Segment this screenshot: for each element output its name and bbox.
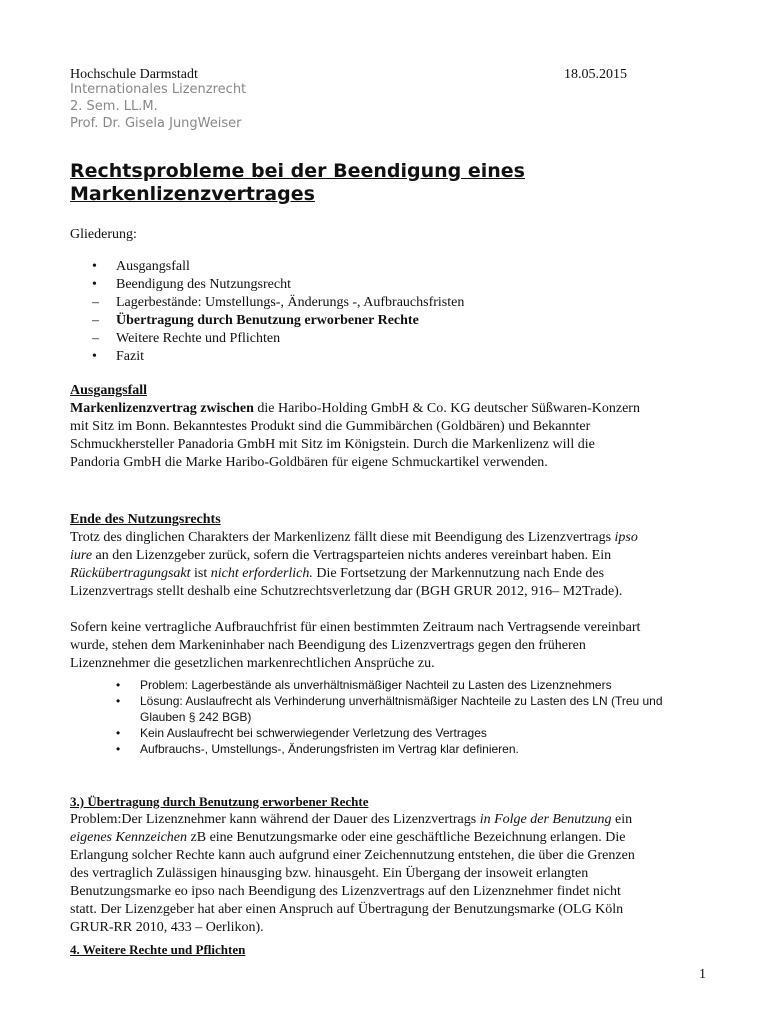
paragraph-line: Lizenzvertrags stellt deshalb eine Schutzrechtsverletzung dar (BGH GRUR 2012, 916– M2Trade).	[70, 584, 623, 599]
outline-item-text: Beendigung des Nutzungsrecht	[116, 277, 291, 292]
paragraph-line: Lizenznehmer die gesetzlichen markenrechtlichen Ansprüche zu.	[70, 656, 435, 671]
section-ausgangsfall	[70, 382, 710, 472]
section-4-heading: 4. Weitere Rechte und Pflichten	[70, 942, 246, 957]
section-heading: 3.) Übertragung durch Benutzung erworbener Rechte	[70, 794, 369, 809]
outline-item-text: Lagerbestände: Umstellungs-, Änderungs -, Aufbrauchsfristen	[116, 295, 465, 310]
paragraph-line: statt. Der Lizenzgeber hat aber einen Anspruch auf Übertragung der Benutzungsmarke (OLG Köln	[70, 902, 624, 917]
page-title	[70, 160, 670, 206]
paragraph-line: Pandoria GmbH die Marke Haribo-Goldbären für eigene Schmuckartikel verwenden.	[70, 455, 548, 470]
bold-lead: Markenlizenzvertrag zwischen	[70, 401, 254, 416]
paragraph-line: eigenes Kennzeichen zB eine Benutzungsmarke oder eine geschäftliche Bezeichnung erlangen. Die	[70, 830, 626, 845]
dash-marker: –	[92, 295, 99, 310]
outline-item-text: Fazit	[116, 349, 144, 364]
bullet-marker: •	[116, 726, 121, 740]
title-line-2: Markenlizenzvertrages	[70, 183, 315, 205]
section-heading: Ausgangsfall	[70, 383, 148, 398]
outline-item-text: Übertragung durch Benutzung erworbener Rechte	[116, 313, 419, 328]
outline-item	[70, 330, 670, 348]
list-item: • Aufbrauchs-, Umstellungs-, Änderungsfristen im Vertrag klar definieren.	[116, 742, 519, 756]
paragraph-line: Benutzungsmarke eo ipso nach Beendigung des Lizenzvertrags auf den Lizenznehmer findet nicht	[70, 884, 621, 899]
dash-marker: –	[92, 331, 99, 346]
bullet-marker: •	[116, 694, 121, 708]
paragraph-line: Markenlizenzvertrag zwischen die Haribo-Holding GmbH & Co. KG deutscher Süßwaren-Konzern	[70, 401, 640, 416]
paragraph-line: Schmuckhersteller Panadoria GmbH mit Sitz im Königstein. Durch die Markenlizenz will die	[70, 437, 595, 452]
outline-list	[70, 258, 670, 366]
paragraph-line: wurde, stehen dem Markeninhaber nach Beendigung des Lizenzvertrags gegen den früheren	[70, 638, 586, 653]
paragraph-line: Rückübertragungsakt ist nicht erforderlich. Die Fortsetzung der Markennutzung nach Ende des	[70, 566, 605, 581]
page-number: 1	[699, 967, 706, 982]
paragraph-line: mit Sitz im Bonn. Bekanntestes Produkt sind die Gummibärchen (Goldbären) und Bekannter	[70, 419, 591, 434]
semester: 2. Sem. LL.M.	[70, 99, 158, 114]
document-date: 18.05.2015	[564, 67, 627, 82]
outline-item	[70, 294, 670, 312]
bullet-marker: •	[92, 277, 97, 292]
bullet-marker: •	[92, 349, 97, 364]
paragraph-line: iure an den Lizenzgeber zurück, sofern die Vertragsparteien nichts anderes vereinbart haben. Ein	[70, 548, 612, 563]
section-ende	[70, 511, 710, 673]
outline-item	[70, 312, 670, 330]
outline-item	[70, 276, 670, 294]
paragraph-line: des vertraglich Zulässigen hinausging bzw. hinausgeht. Ein Übergang der insoweit erlangten	[70, 866, 589, 881]
professor: Prof. Dr. Gisela JungWeiser	[70, 116, 242, 131]
course-name: Internationales Lizenzrecht	[70, 82, 247, 97]
points-list	[70, 677, 710, 757]
outline-item	[70, 348, 670, 366]
paragraph-line: Problem:Der Lizenznehmer kann während der Dauer des Lizenzvertrags in Folge der Benutzung ein	[70, 812, 633, 827]
paragraph-line: Sofern keine vertragliche Aufbrauchfrist für einen bestimmten Zeitraum nach Vertragsende vereinbart	[70, 620, 641, 635]
list-item: • Lösung: Auslaufrecht als Verhinderung unverhältnismäßiger Nachteile zu Lasten des LN (Treu und Glauben § 242 BGB)	[116, 694, 663, 724]
title-line-1: Rechtsprobleme bei der Beendigung eines	[70, 160, 525, 182]
paragraph-line: GRUR-RR 2010, 433 – Oerlikon).	[70, 920, 264, 935]
outline-item-text: Weitere Rechte und Pflichten	[116, 331, 281, 346]
list-item: • Problem: Lagerbestände als unverhältnismäßiger Nachteil zu Lasten des Lizenznehmers	[116, 678, 612, 692]
institution: Hochschule Darmstadt	[70, 67, 198, 82]
list-item: • Kein Auslaufrecht bei schwerwiegender Verletzung des Vertrages	[116, 726, 487, 740]
paragraph-line: Trotz des dinglichen Charakters der Markenlizenz fällt diese mit Beendigung des Lizenzvertrags ipso	[70, 530, 638, 545]
outline-item-text: Ausgangsfall	[116, 259, 190, 274]
dash-marker: –	[92, 313, 99, 328]
section-heading: Ende des Nutzungsrechts	[70, 512, 221, 527]
outline-item	[70, 258, 670, 276]
section-3	[70, 793, 710, 937]
paragraph-line: Erlangung solcher Rechte kann auch aufgrund einer Zeichennutzung entstehen, die über die Grenzen	[70, 848, 635, 863]
bullet-marker: •	[92, 259, 97, 274]
bullet-marker: •	[116, 742, 121, 756]
bullet-marker: •	[116, 678, 121, 692]
outline-label: Gliederung:	[70, 227, 137, 242]
